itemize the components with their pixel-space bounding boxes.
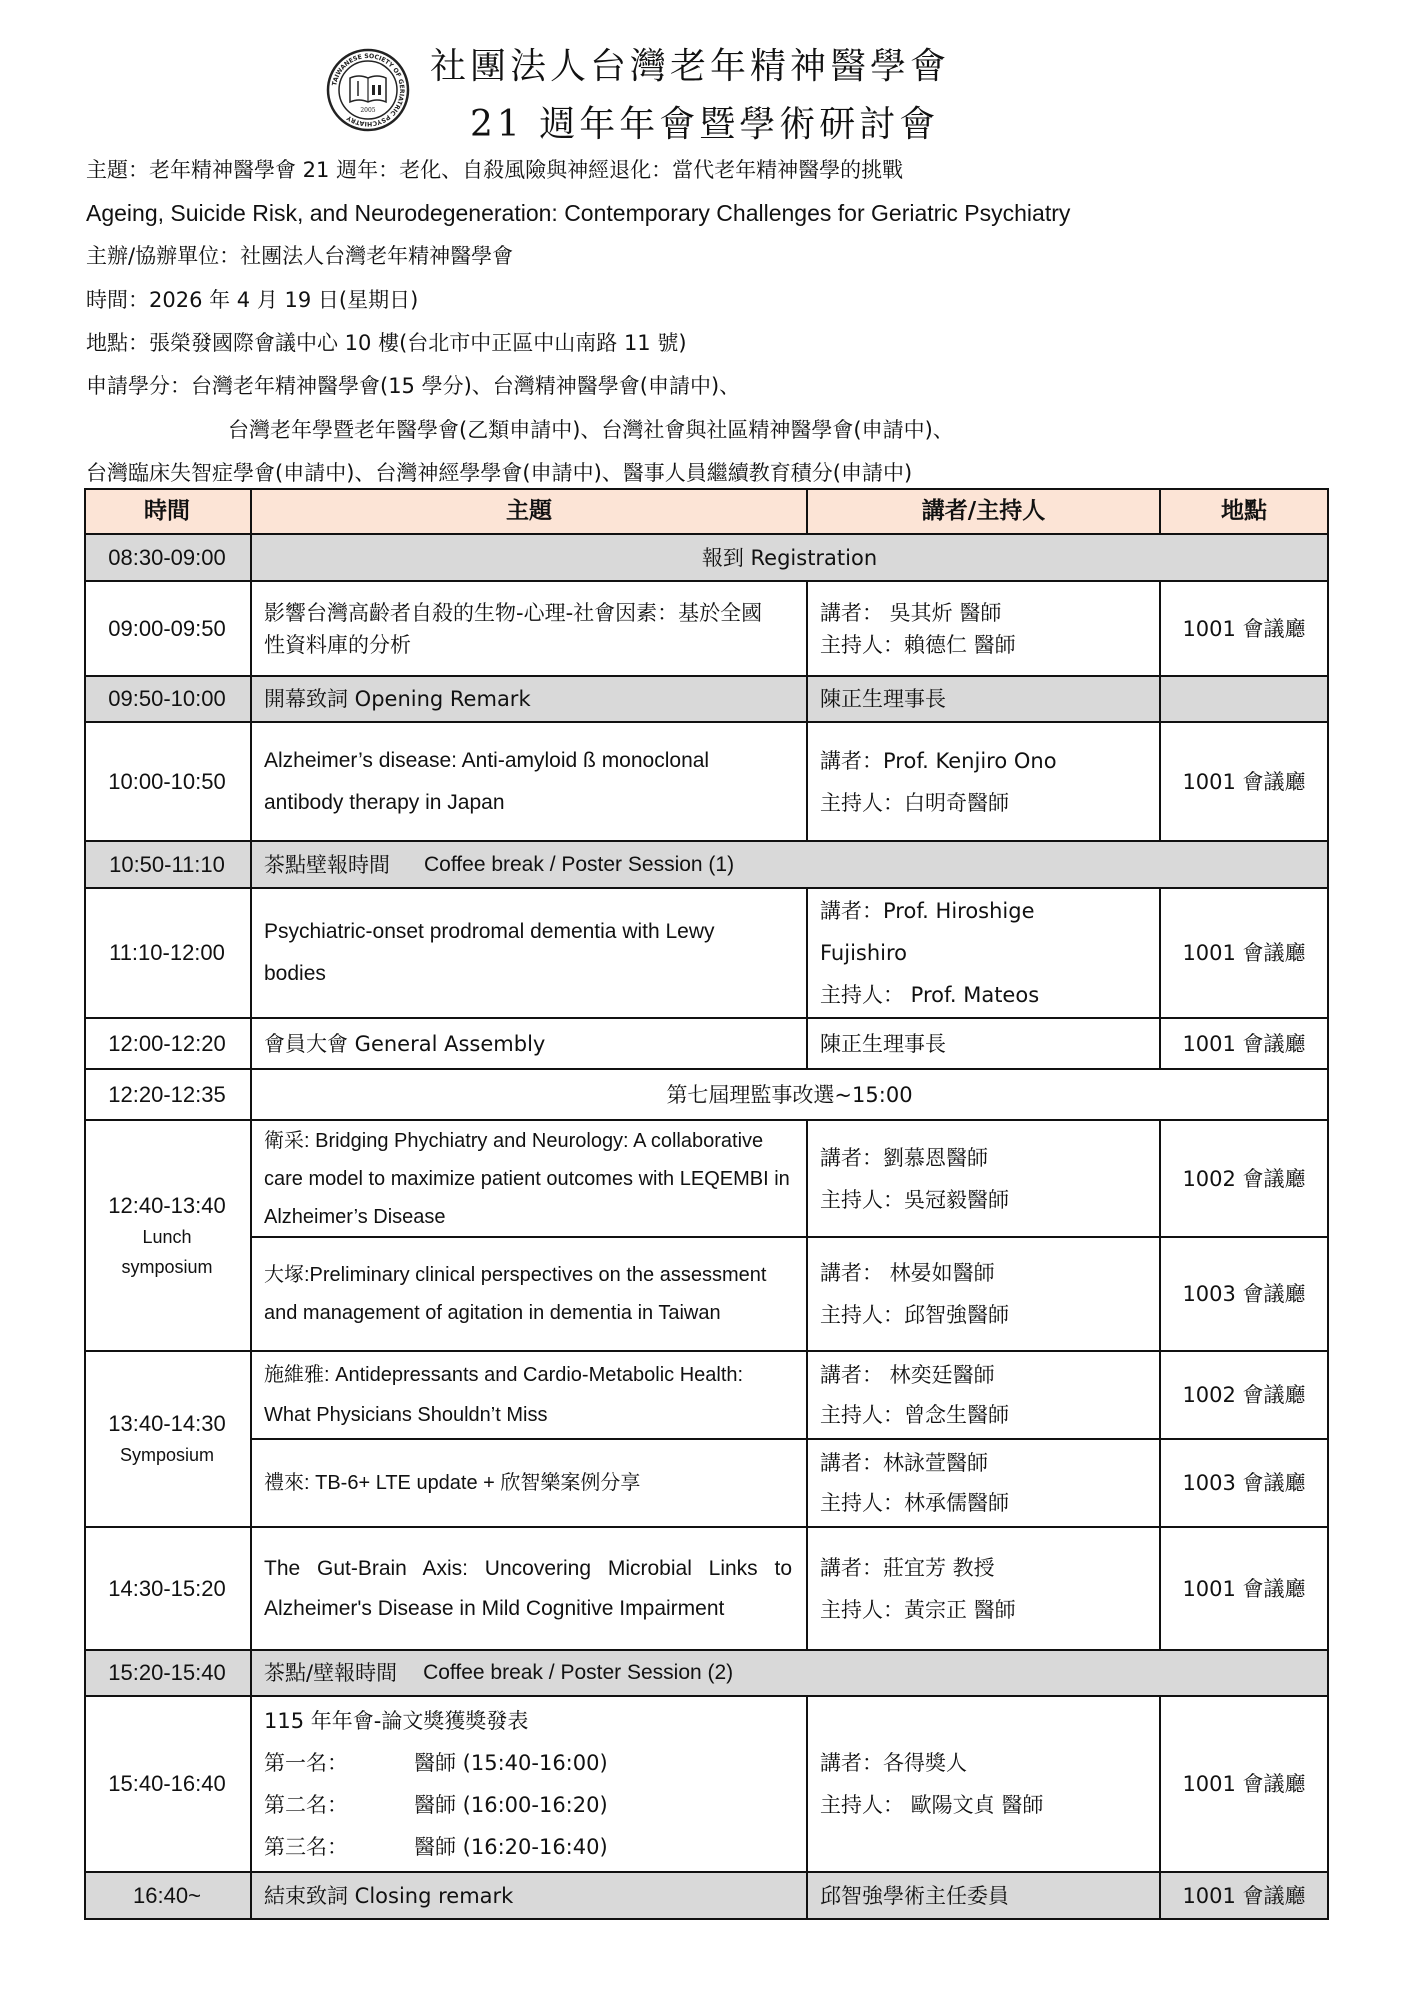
host: 主持人：吳冠毅醫師 — [820, 1187, 1009, 1212]
row-time-label: Lunch symposium — [121, 1226, 213, 1277]
row-room: 1001 會議廳 — [1161, 1528, 1329, 1651]
row-topic-coffee-break — [252, 842, 1329, 889]
row-time: 16:40~ — [84, 1873, 252, 1920]
session-topic: 禮來: TB-6+ LTE update + 欣智樂案例分享 — [252, 1440, 808, 1528]
row-topic: 開幕致詞 Opening Remark — [252, 677, 808, 723]
awards-title: 115 年年會-論文獎獲獎發表 — [264, 1709, 529, 1733]
host: 主持人：賴德仁 醫師 — [820, 632, 1016, 657]
info-theme-en: Ageing, Suicide Risk, and Neurodegeneration: Contemporary Challenges for Geriatric Psychiatry — [86, 200, 1071, 226]
row-time: 15:20-15:40 — [84, 1651, 252, 1697]
row-speaker: 邱智強學術主任委員 — [808, 1873, 1161, 1920]
row-time: 12:00-12:20 — [84, 1019, 252, 1070]
award-item — [264, 1742, 794, 1784]
row-topic: 結束致詞 Closing remark — [252, 1873, 808, 1920]
row-room: 1001 會議廳 — [1161, 1019, 1329, 1070]
speaker: 講者： 林晏如醫師 — [820, 1261, 995, 1285]
host: 主持人： 歐陽文貞 醫師 — [820, 1793, 1044, 1817]
coffee-break-en: Coffee break / Poster Session (2) — [423, 1661, 734, 1684]
award-item — [264, 1826, 794, 1868]
host: 主持人：林承儒醫師 — [820, 1491, 1009, 1515]
info-time: 時間：2026 年 4 月 19 日(星期日) — [86, 288, 419, 312]
row-time: 15:40-16:40 — [84, 1697, 252, 1873]
award-who: 醫師 (16:00-16:20) — [414, 1793, 608, 1817]
row-time: 13:40-14:30 — [108, 1411, 226, 1436]
row-topic: Alzheimer’s disease: Anti-amyloid ß monoclonal antibody therapy in Japan — [252, 723, 808, 842]
row-topic: Psychiatric-onset prodromal dementia with Lewy bodies — [252, 889, 808, 1019]
logo-ring-text: TAIWANESE SOCIETY OF GERIATRIC PSYCHIATRY — [331, 52, 406, 128]
row-time: 09:00-09:50 — [84, 582, 252, 677]
session-room: 1003 會議廳 — [1161, 1238, 1329, 1352]
row-topic-awards — [252, 1697, 808, 1873]
row-speaker-cell — [808, 889, 1161, 1019]
society-logo — [326, 48, 410, 132]
row-time: 08:30-09:00 — [84, 535, 252, 582]
host: 主持人：白明奇醫師 — [820, 790, 1009, 815]
speaker: 講者： 吳其炘 醫師 — [820, 600, 1002, 625]
info-theme: 主題：老年精神醫學會 21 週年：老化、自殺風險與神經退化：當代老年精神醫學的挑戰 — [86, 158, 904, 182]
host: 主持人：邱智強醫師 — [820, 1303, 1009, 1327]
info-credits-2: 台灣老年學暨老年醫學會(乙類申請中)、台灣社會與社區精神醫學會(申請中)、 — [228, 418, 954, 442]
row-time-cell — [84, 1352, 252, 1528]
society-seal-icon — [326, 48, 410, 132]
coffee-break-zh: 茶點/壁報時間 — [264, 1661, 398, 1685]
host: 主持人：黃宗正 醫師 — [820, 1597, 1016, 1622]
host: 主持人： Prof. Mateos — [820, 983, 1040, 1007]
column-header-speaker: 講者/主持人 — [808, 488, 1161, 535]
row-speaker-cell — [808, 582, 1161, 677]
row-time-cell — [84, 1121, 252, 1352]
speaker: 講者：莊宜芳 教授 — [820, 1555, 995, 1580]
row-speaker: 陳正生理事長 — [808, 677, 1161, 723]
speaker: 講者： 林奕廷醫師 — [820, 1363, 995, 1387]
speaker: 講者：林詠萱醫師 — [820, 1451, 988, 1475]
row-topic-coffee-break — [252, 1651, 1329, 1697]
column-header-room: 地點 — [1161, 488, 1329, 535]
award-rank: 第三名： — [264, 1835, 348, 1859]
award-rank: 第一名： — [264, 1751, 348, 1775]
host: 主持人：曾念生醫師 — [820, 1403, 1009, 1427]
speaker: 講者：劉慕恩醫師 — [820, 1145, 988, 1170]
session-topic: 大塚:Preliminary clinical perspectives on the assessment and management of agitation in dementia in Taiwan — [252, 1238, 808, 1352]
row-time: 10:00-10:50 — [84, 723, 252, 842]
row-speaker-cell — [808, 1528, 1161, 1651]
row-topic: 會員大會 General Assembly — [252, 1019, 808, 1070]
session-speaker-cell — [808, 1352, 1161, 1440]
page-title: 社團法人台灣老年精神醫學會 — [430, 46, 951, 87]
session-room: 1002 會議廳 — [1161, 1352, 1329, 1440]
session-speaker-cell — [808, 1121, 1161, 1238]
speaker: 講者：各得獎人 — [820, 1751, 967, 1775]
row-speaker-cell — [808, 723, 1161, 842]
info-venue: 地點：張榮發國際會議中心 10 樓(台北市中正區中山南路 11 號) — [86, 331, 687, 355]
award-rank: 第二名： — [264, 1793, 348, 1817]
row-speaker: 陳正生理事長 — [808, 1019, 1161, 1070]
logo-year: 2005 — [360, 107, 376, 114]
coffee-break-en: Coffee break / Poster Session (1) — [424, 852, 735, 876]
row-room: 1001 會議廳 — [1161, 1697, 1329, 1873]
row-room-empty — [1161, 677, 1329, 723]
row-topic: 影響台灣高齡者自殺的生物-心理-社會因素：基於全國性資料庫的分析 — [252, 582, 808, 677]
row-speaker-cell — [808, 1697, 1161, 1873]
info-credits-3: 台灣臨床失智症學會(申請中)、台灣神經學學會(申請中)、醫事人員繼續教育積分(申請中) — [86, 461, 913, 485]
row-time: 09:50-10:00 — [84, 677, 252, 723]
award-who: 醫師 (15:40-16:00) — [414, 1751, 608, 1775]
row-time: 11:10-12:00 — [84, 889, 252, 1019]
row-room: 1001 會議廳 — [1161, 582, 1329, 677]
row-time-label: Symposium — [119, 1445, 215, 1465]
session-topic: 施維雅: Antidepressants and Cardio-Metabolic Health: What Physicians Shouldn’t Miss — [252, 1352, 808, 1440]
award-who: 醫師 (16:20-16:40) — [414, 1835, 608, 1859]
row-room: 1001 會議廳 — [1161, 723, 1329, 842]
award-item — [264, 1784, 794, 1826]
speaker: 講者：Prof. Kenjiro Ono — [820, 748, 1057, 773]
row-time: 12:40-13:40 — [108, 1192, 226, 1218]
row-time: 12:20-12:35 — [84, 1070, 252, 1121]
session-room: 1002 會議廳 — [1161, 1121, 1329, 1238]
row-time: 14:30-15:20 — [84, 1528, 252, 1651]
schedule-table — [84, 488, 1329, 1920]
session-speaker-cell — [808, 1238, 1161, 1352]
session-room: 1003 會議廳 — [1161, 1440, 1329, 1528]
session-speaker-cell — [808, 1440, 1161, 1528]
info-organizer: 主辦/協辦單位：社團法人台灣老年精神醫學會 — [86, 244, 514, 268]
speaker: 講者：Prof. Hiroshige Fujishiro — [820, 899, 1035, 965]
session-topic: 衛采: Bridging Phychiatry and Neurology: A collaborative care model to maximize patient outcomes with LEQEMBI in Alzheimer’s Disease — [252, 1121, 808, 1238]
row-topic-registration: 報到 Registration — [252, 535, 1329, 582]
row-time: 10:50-11:10 — [84, 842, 252, 889]
row-topic-election: 第七屆理監事改選~15:00 — [252, 1070, 1329, 1121]
row-topic: The Gut-Brain Axis: Uncovering Microbial Links to Alzheimer's Disease in Mild Cognitive Impairment — [252, 1528, 808, 1651]
column-header-topic: 主題 — [252, 488, 808, 535]
info-credits-1: 申請學分：台灣老年精神醫學會(15 學分)、台灣精神醫學會(申請中)、 — [86, 374, 741, 398]
row-room: 1001 會議廳 — [1161, 889, 1329, 1019]
column-header-time: 時間 — [84, 488, 252, 535]
row-room: 1001 會議廳 — [1161, 1873, 1329, 1920]
coffee-break-zh: 茶點壁報時間 — [264, 852, 390, 877]
page-subtitle: 21 週年年會暨學術研討會 — [470, 104, 940, 145]
